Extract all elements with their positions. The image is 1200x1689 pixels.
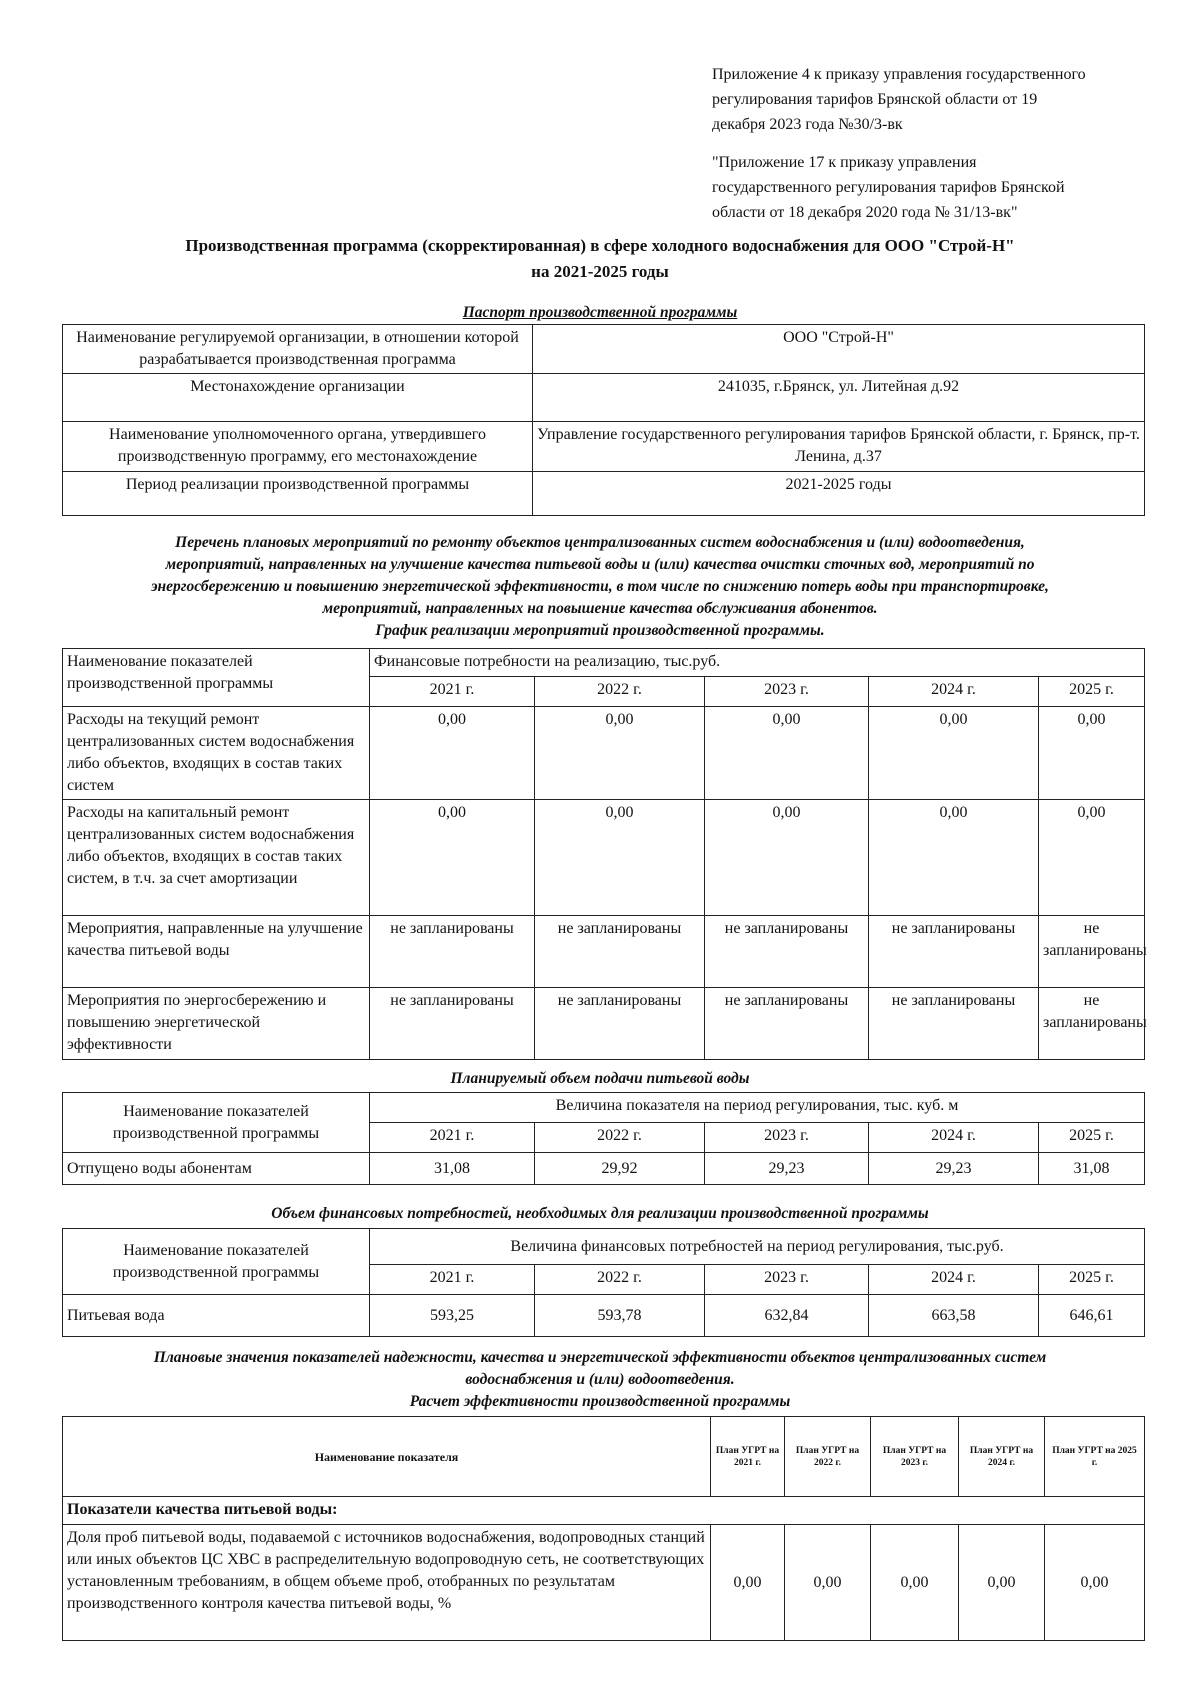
volume-header-group: Величина показателя на период регулирования, тыс. куб. м	[370, 1093, 1145, 1123]
passport-label: Наименование регулируемой организации, в отношении которой разрабатывается производственная программа	[63, 325, 533, 374]
row-label: Мероприятия, направленные на улучшение качества питьевой воды	[63, 916, 370, 988]
row-value: 0,00	[959, 1525, 1045, 1641]
row-value: 0,00	[869, 800, 1039, 916]
row-value: 593,25	[370, 1295, 535, 1337]
appendix-line: декабря 2023 года №30/3-вк	[712, 116, 903, 133]
row-value: 663,58	[869, 1295, 1039, 1337]
appendix-line: регулирования тарифов Брянской области от 19	[712, 91, 1038, 108]
passport-label: Наименование уполномоченного органа, утвердившего производственную программу, его местонахождение	[63, 422, 533, 472]
year-header: 2024 г.	[869, 1123, 1039, 1153]
row-value: 0,00	[785, 1525, 871, 1641]
measures-caption	[58, 532, 1142, 642]
row-value: 0,00	[370, 800, 535, 916]
appendix-line: области от 18 декабря 2020 года № 31/13-вк"	[712, 204, 1018, 221]
row-value: не запланированы	[705, 916, 869, 988]
row-value: 29,23	[869, 1153, 1039, 1185]
year-header: 2025 г.	[1039, 1123, 1145, 1153]
passport-value: Управление государственного регулирования тарифов Брянской области, г. Брянск, пр-т. Ленина, д.37	[533, 422, 1145, 472]
row-label: Доля проб питьевой воды, подаваемой с источников водоснабжения, водопроводных станций или иных объектов ЦС ХВС в распределительную водопроводную сеть, не соответствующих установленным требованиям, в общем объеме проб, отобранных по результатам производственного контроля качества питьевой воды, %	[63, 1525, 711, 1641]
passport-row	[63, 374, 1145, 422]
efficiency-table	[62, 1416, 1145, 1641]
table-row	[63, 988, 1145, 1060]
row-value: 0,00	[535, 707, 705, 800]
section-row	[63, 1497, 1145, 1525]
year-header: 2023 г.	[705, 677, 869, 707]
appendix-line: "Приложение 17 к приказу управления	[712, 154, 977, 171]
year-header: 2021 г.	[370, 1265, 535, 1295]
year-header: 2025 г.	[1039, 677, 1145, 707]
passport-value: 2021-2025 годы	[533, 472, 1145, 516]
efficiency-header-label: Наименование показателя	[63, 1417, 711, 1497]
measures-caption-line: Перечень плановых мероприятий по ремонту объектов централизованных систем водоснабжения и (или) водоотведения,	[175, 534, 1025, 551]
passport-value: 241035, г.Брянск, ул. Литейная д.92	[533, 374, 1145, 422]
table-row	[63, 707, 1145, 800]
row-value: 29,23	[705, 1153, 869, 1185]
section-title: Показатели качества питьевой воды:	[63, 1497, 1145, 1525]
table-row	[63, 1295, 1145, 1337]
row-value: 0,00	[370, 707, 535, 800]
title-line-2: на 2021-2025 годы	[531, 262, 669, 281]
row-value: 646,61	[1039, 1295, 1145, 1337]
passport-row	[63, 422, 1145, 472]
measures-caption-line: мероприятий, направленных на повышение качества обслуживания абонентов.	[322, 600, 878, 617]
table-row	[63, 1525, 1145, 1641]
row-value: 632,84	[705, 1295, 869, 1337]
passport-row	[63, 472, 1145, 516]
row-value: 0,00	[705, 707, 869, 800]
row-value: не запланированы	[535, 916, 705, 988]
plan-header: План УГРТ на 2023 г.	[871, 1417, 959, 1497]
year-header: 2021 г.	[370, 1123, 535, 1153]
efficiency-caption	[58, 1347, 1142, 1413]
year-header: 2023 г.	[705, 1265, 869, 1295]
passport-table	[62, 324, 1145, 516]
row-value: 0,00	[1039, 800, 1145, 916]
passport-row	[63, 325, 1145, 374]
appendix-note-original	[712, 150, 1152, 225]
finance-caption	[58, 1203, 1142, 1225]
year-header: 2023 г.	[705, 1123, 869, 1153]
year-header: 2022 г.	[535, 1265, 705, 1295]
plan-header: План УГРТ на 2022 г.	[785, 1417, 871, 1497]
volume-table	[62, 1092, 1145, 1185]
finance-caption-text: Объем финансовых потребностей, необходимых для реализации производственной программы	[271, 1205, 929, 1222]
row-value: не запланированы	[1039, 988, 1145, 1060]
row-value: 0,00	[1039, 707, 1145, 800]
row-value: не запланированы	[370, 988, 535, 1060]
row-value: 0,00	[871, 1525, 959, 1641]
appendix-note-current	[712, 62, 1152, 137]
passport-label: Местонахождение организации	[63, 374, 533, 422]
measures-header-label: Наименование показателей производственной программы	[63, 649, 370, 707]
row-value: 31,08	[370, 1153, 535, 1185]
year-header: 2024 г.	[869, 1265, 1039, 1295]
title-line-1: Производственная программа (скорректированная) в сфере холодного водоснабжения для ООО "Строй-Н"	[185, 236, 1015, 255]
row-value: не запланированы	[370, 916, 535, 988]
passport-caption-text: Паспорт производственной программы	[462, 304, 738, 321]
table-row	[63, 1153, 1145, 1185]
appendix-line: Приложение 4 к приказу управления государственного	[712, 66, 1086, 83]
row-value: не запланированы	[1039, 916, 1145, 988]
efficiency-caption-line: Плановые значения показателей надежности, качества и энергетической эффективности объектов централизованных систем	[153, 1349, 1047, 1366]
year-header: 2024 г.	[869, 677, 1039, 707]
passport-label: Период реализации производственной программы	[63, 472, 533, 516]
row-value: 0,00	[535, 800, 705, 916]
plan-header: План УГРТ на 2025 г.	[1045, 1417, 1145, 1497]
table-row	[63, 916, 1145, 988]
row-value: не запланированы	[535, 988, 705, 1060]
appendix-line: государственного регулирования тарифов Брянской	[712, 179, 1065, 196]
volume-caption-text: Планируемый объем подачи питьевой воды	[450, 1070, 750, 1087]
year-header: 2025 г.	[1039, 1265, 1145, 1295]
row-label: Отпущено воды абонентам	[63, 1153, 370, 1185]
efficiency-caption-line: водоснабжения и (или) водоотведения.	[465, 1371, 735, 1388]
row-value: 0,00	[1045, 1525, 1145, 1641]
finance-header-group: Величина финансовых потребностей на период регулирования, тыс.руб.	[370, 1229, 1145, 1265]
volume-header-label: Наименование показателей производственной программы	[63, 1093, 370, 1153]
efficiency-caption-line: Расчет эффективности производственной программы	[409, 1393, 791, 1410]
measures-table	[62, 648, 1145, 1060]
plan-header: План УГРТ на 2021 г.	[711, 1417, 785, 1497]
row-value: 29,92	[535, 1153, 705, 1185]
finance-header-label: Наименование показателей производственной программы	[63, 1229, 370, 1295]
passport-caption	[58, 302, 1142, 324]
row-value: 593,78	[535, 1295, 705, 1337]
row-value: 0,00	[869, 707, 1039, 800]
row-value: не запланированы	[705, 988, 869, 1060]
year-header: 2022 г.	[535, 677, 705, 707]
table-row	[63, 800, 1145, 916]
measures-caption-line: мероприятий, направленных на улучшение качества питьевой воды и (или) качества очистки сточных вод, мероприятий по	[165, 556, 1035, 573]
document-title	[60, 233, 1140, 285]
row-label: Мероприятия по энергосбережению и повышению энергетической эффективности	[63, 988, 370, 1060]
plan-header: План УГРТ на 2024 г.	[959, 1417, 1045, 1497]
passport-value: ООО "Строй-Н"	[533, 325, 1145, 374]
row-label: Расходы на капитальный ремонт централизованных систем водоснабжения либо объектов, входящих в состав таких систем, в т.ч. за счет амортизации	[63, 800, 370, 916]
measures-header-group: Финансовые потребности на реализацию, тыс.руб.	[370, 649, 1145, 677]
year-header: 2022 г.	[535, 1123, 705, 1153]
row-value: 31,08	[1039, 1153, 1145, 1185]
volume-caption	[58, 1068, 1142, 1090]
row-value: не запланированы	[869, 916, 1039, 988]
finance-table	[62, 1228, 1145, 1337]
row-value: 0,00	[711, 1525, 785, 1641]
row-label: Расходы на текущий ремонт централизованных систем водоснабжения либо объектов, входящих в состав таких систем	[63, 707, 370, 800]
row-value: 0,00	[705, 800, 869, 916]
year-header: 2021 г.	[370, 677, 535, 707]
row-value: не запланированы	[869, 988, 1039, 1060]
measures-caption-line: График реализации мероприятий производственной программы.	[375, 622, 825, 639]
row-label: Питьевая вода	[63, 1295, 370, 1337]
measures-caption-line: энергосбережению и повышению энергетической эффективности, в том числе по снижению потерь воды при транспортировке,	[151, 578, 1049, 595]
